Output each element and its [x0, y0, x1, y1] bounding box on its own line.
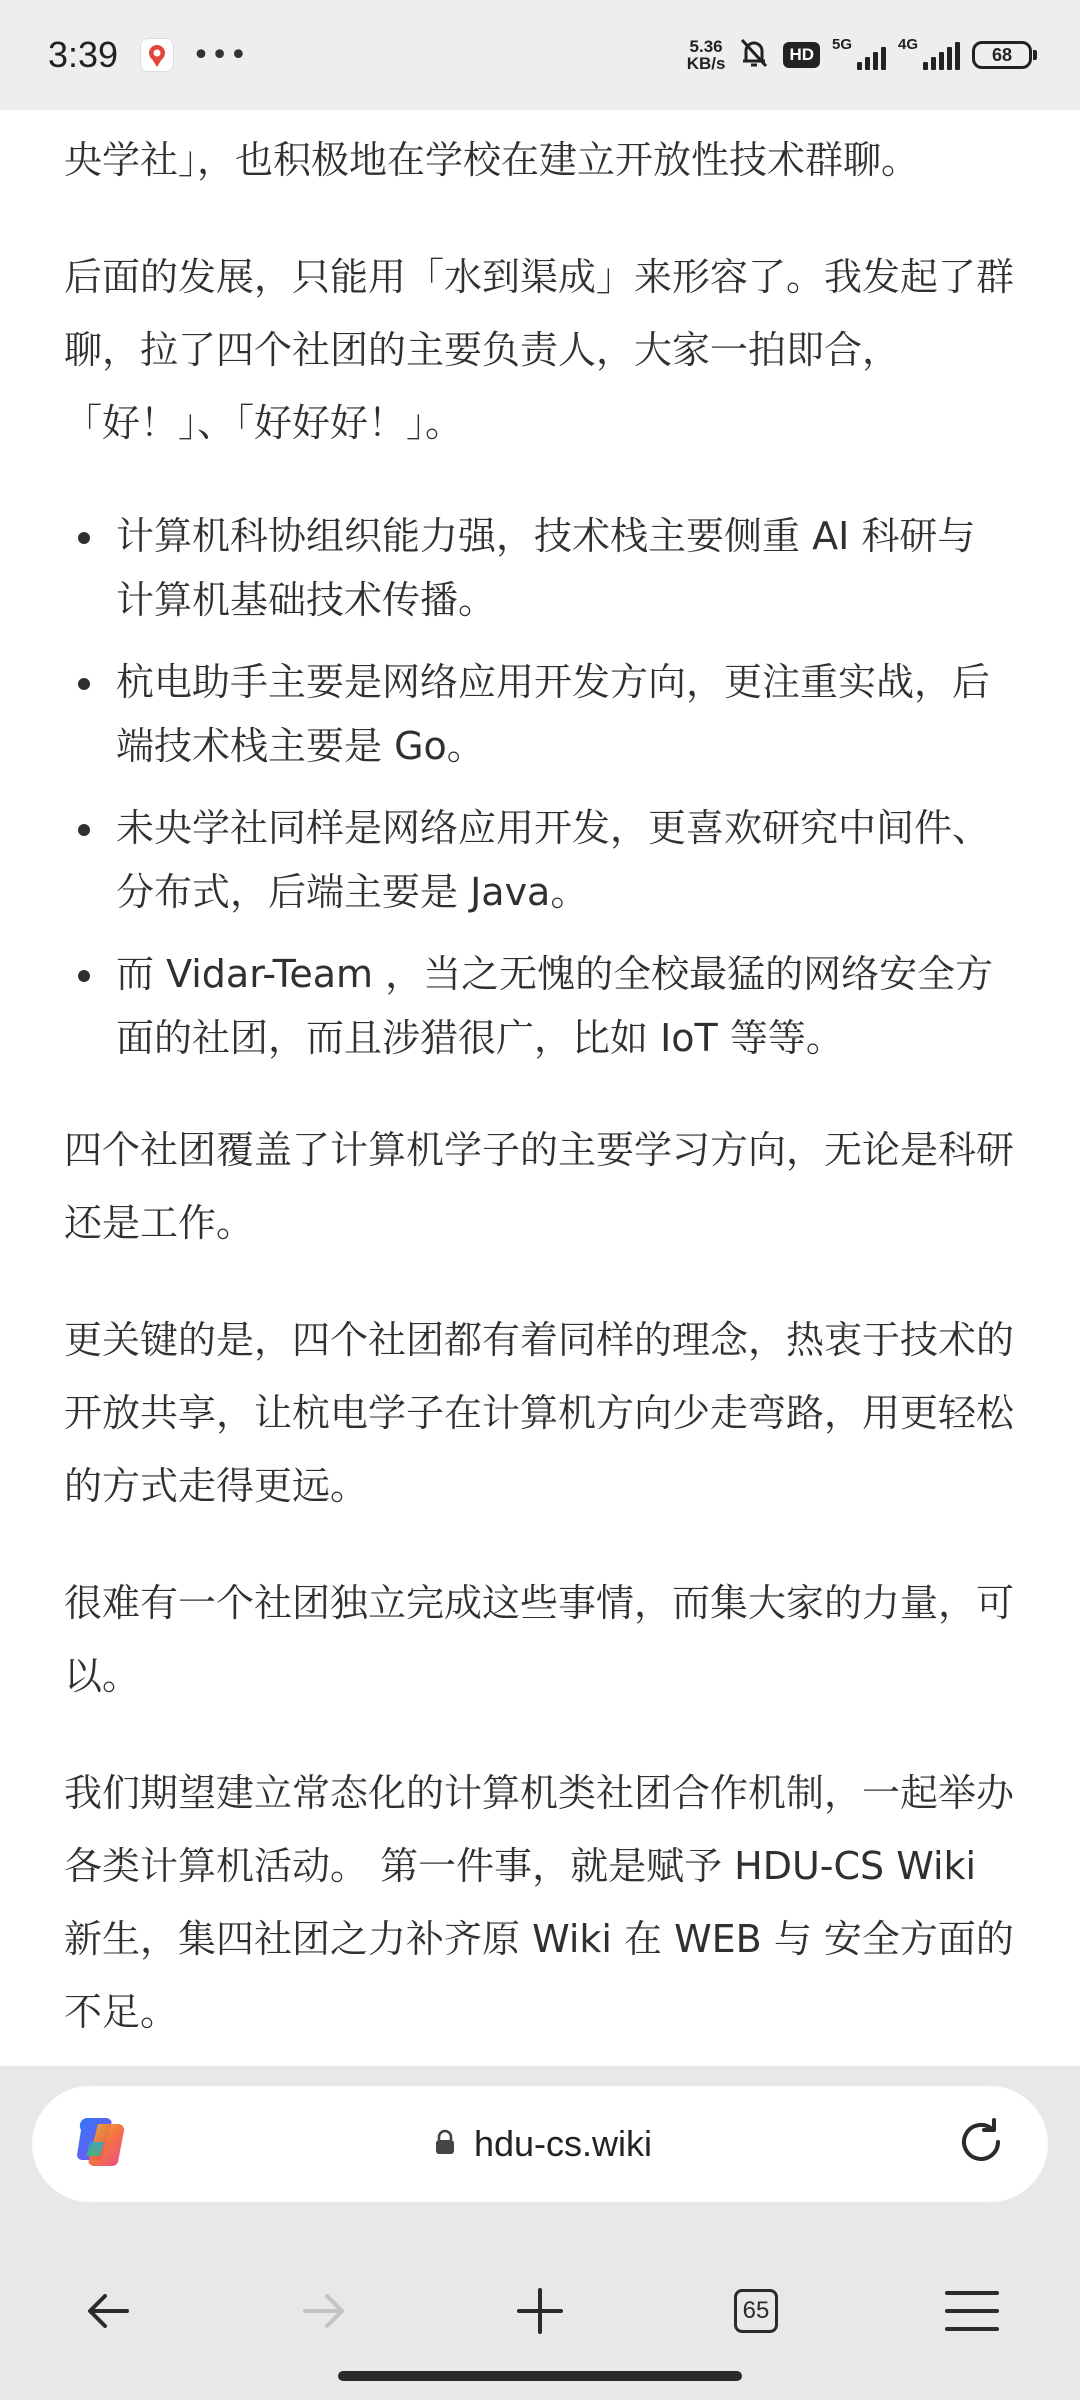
tabs-button[interactable]	[711, 2266, 801, 2356]
article-paragraph: 很难有一个社团独立完成这些事情，而集大家的力量，可以。	[64, 1581, 1015, 1698]
article-paragraph: 央学社」，也积极地在学校在建立开放性技术群聊。	[64, 138, 920, 182]
hd-badge: HD	[783, 42, 820, 68]
more-notifications-dots: •••	[192, 37, 249, 73]
address-bar[interactable]	[32, 2086, 1048, 2202]
url-field[interactable]	[132, 2123, 954, 2165]
signal-4g-icon: 4G	[898, 40, 960, 70]
status-time: 3:39	[48, 34, 119, 75]
battery-icon: 68	[972, 41, 1032, 69]
silent-bell-icon	[737, 36, 771, 74]
club-list	[64, 504, 1024, 1070]
browser-toolbar	[0, 2066, 1080, 2400]
signal-5g-icon: 5G	[832, 40, 886, 70]
article-paragraph: 更关键的是，四个社团都有着同样的理念，热衷于技术的开放共享，让杭电学子在计算机方向少走弯路，用更轻松的方式走得更远。	[64, 1318, 1015, 1508]
list-item: 计算机科协组织能力强，技术栈主要侧重 AI 科研与 计算机基础技术传播。	[64, 504, 1024, 632]
article-content	[64, 110, 1024, 2049]
forward-arrow-icon	[299, 2286, 349, 2336]
back-button[interactable]	[63, 2266, 153, 2356]
forward-button[interactable]	[279, 2266, 369, 2356]
url-text[interactable]: hdu-cs.wiki	[473, 2123, 653, 2164]
home-indicator[interactable]	[338, 2371, 742, 2381]
menu-button[interactable]	[927, 2266, 1017, 2356]
list-item: 未央学社同样是网络应用开发，更喜欢研究中间件、分布式，后端主要是 Java。	[64, 796, 1024, 924]
browser-nav-bar	[0, 2266, 1080, 2356]
notification-app-icon	[140, 38, 174, 72]
status-bar	[0, 0, 1080, 110]
article-paragraph: 四个社团覆盖了计算机学子的主要学习方向，无论是科研还是工作。	[64, 1128, 1015, 1245]
new-tab-button[interactable]	[495, 2266, 585, 2356]
list-item: 而 Vidar-Team ，当之无愧的全校最猛的网络安全方面的社团，而且涉猎很广，比如 IoT 等等。	[64, 942, 1024, 1070]
article-paragraph: 后面的发展，只能用「水到渠成」来形容了。我发起了群聊，拉了四个社团的主要负责人，大家一拍即合，「好！」、「好好好！」。	[64, 255, 1015, 445]
tabs-icon[interactable]: 65	[734, 2289, 778, 2333]
back-arrow-icon	[83, 2286, 133, 2336]
network-speed: 5.36 KB/s	[686, 37, 726, 73]
lock-icon	[434, 2129, 456, 2159]
status-icons	[687, 36, 1032, 74]
list-item: 杭电助手主要是网络应用开发方向，更注重实战，后端技术栈主要是 Go。	[64, 650, 1024, 778]
copilot-icon[interactable]	[72, 2112, 132, 2176]
menu-icon	[945, 2289, 999, 2333]
new-tab-icon	[515, 2286, 565, 2336]
reload-icon[interactable]	[954, 2115, 1008, 2173]
article-paragraph: 我们期望建立常态化的计算机类社团合作机制，一起举办各类计算机活动。 第一件事，就是赋予 HDU-CS Wiki 新生，集四社团之力补齐原 Wiki 在 WEB 与 安全方面的不足。	[64, 1771, 1015, 2034]
